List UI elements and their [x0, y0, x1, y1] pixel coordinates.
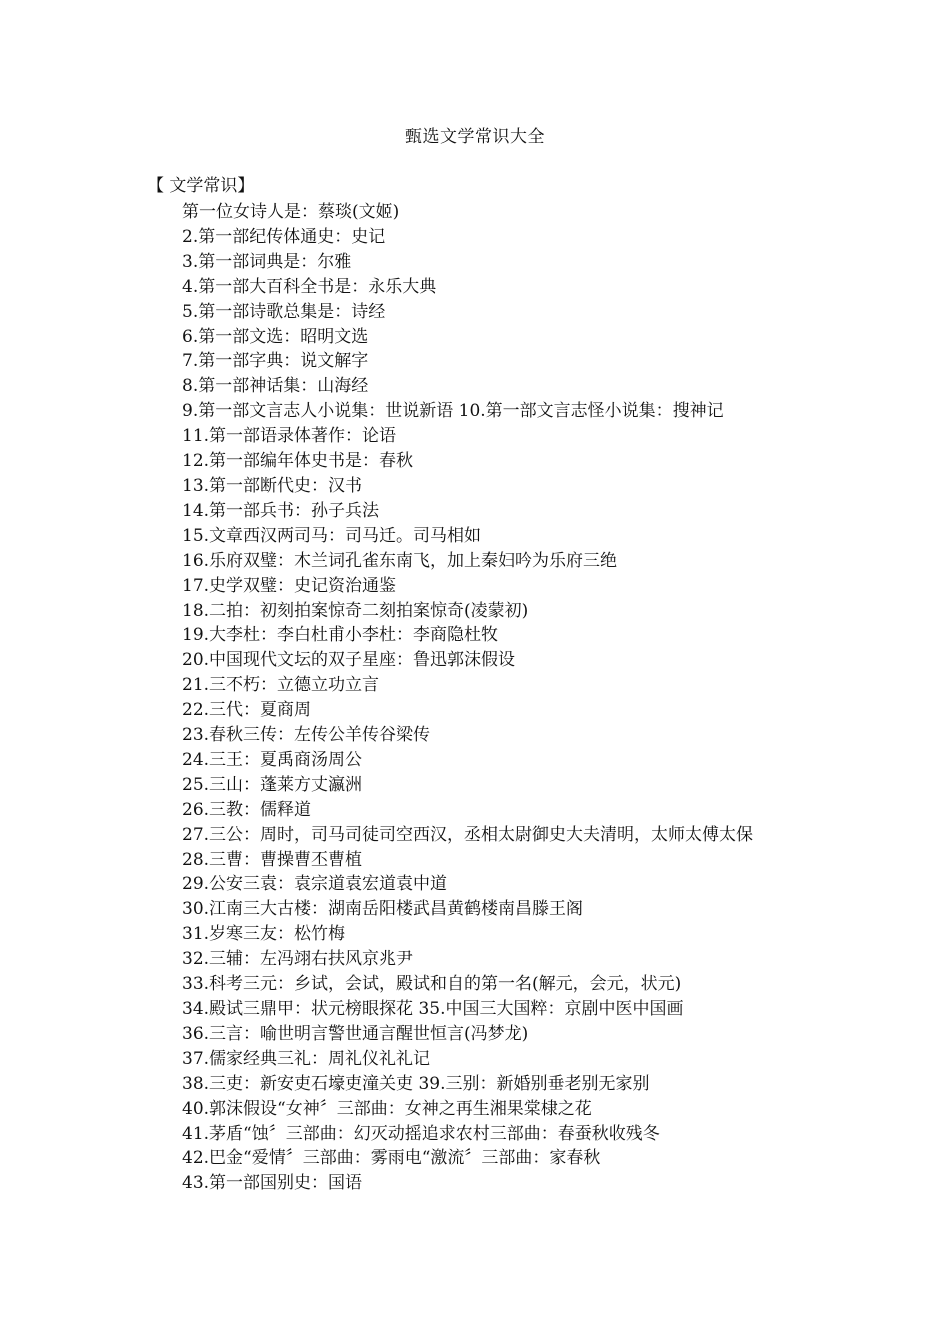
list-item: 32.三辅：左冯翊右扶风京兆尹 — [182, 949, 414, 970]
list-item: 37.儒家经典三礼：周礼仪礼礼记 — [182, 1048, 431, 1069]
list-item: 27.三公：周时，司马司徒司空西汉，丞相太尉御史大夫清明，太师太傅太保 — [182, 824, 754, 845]
list-item: 11.第一部语录体著作：论语 — [182, 426, 397, 447]
list-item: 25.三山：蓬莱方丈瀛洲 — [182, 774, 363, 795]
list-item: 15.文章西汉两司马：司马迁。司马相如 — [182, 525, 482, 546]
list-item: 30.江南三大古楼：湖南岳阳楼武昌黄鹤楼南昌滕王阁 — [182, 899, 584, 920]
list-item: 42.巴金“爱情〞三部曲：雾雨电“激流〞三部曲：家春秋 — [182, 1148, 601, 1169]
list-item: 31.岁寒三友：松竹梅 — [182, 924, 346, 945]
list-item: 8.第一部神话集：山海经 — [182, 376, 369, 397]
list-item: 40.郭沫假设“女神〞三部曲：女神之再生湘果棠棣之花 — [182, 1098, 592, 1119]
list-item: 4.第一部大百科全书是：永乐大典 — [182, 276, 437, 297]
list-item: 24.三王：夏禹商汤周公 — [182, 749, 363, 770]
list-item: 18.二拍：初刻拍案惊奇二刻拍案惊奇(凌蒙初) — [182, 600, 529, 621]
list-item: 21.三不朽：立德立功立言 — [182, 675, 380, 696]
list-item: 38.三吏：新安吏石壕吏潼关吏 39.三别：新婚别垂老别无家别 — [182, 1073, 650, 1094]
list-item: 36.三言：喻世明言警世通言醒世恒言(冯梦龙) — [182, 1023, 529, 1044]
list-item: 22.三代：夏商周 — [182, 700, 312, 721]
list-item: 17.史学双璧：史记资治通鉴 — [182, 575, 397, 596]
list-item: 19.大李杜：李白杜甫小李杜：李商隐杜牧 — [182, 625, 499, 646]
list-item: 28.三曹：曹操曹丕曹植 — [182, 849, 363, 870]
list-item: 13.第一部断代史：汉书 — [182, 475, 363, 496]
list-item: 20.中国现代文坛的双子星座：鲁迅郭沫假设 — [182, 650, 516, 671]
list-item: 3.第一部词典是：尔雅 — [182, 251, 352, 272]
list-item: 29.公安三袁：袁宗道袁宏道袁中道 — [182, 874, 448, 895]
list-item: 23.春秋三传：左传公羊传谷梁传 — [182, 725, 431, 746]
list-item: 2.第一部纪传体通史：史记 — [182, 226, 386, 247]
literature-facts-list — [147, 200, 807, 1196]
list-item: 7.第一部字典：说文解字 — [182, 351, 369, 372]
list-item: 14.第一部兵书：孙子兵法 — [182, 500, 380, 521]
list-item: 第一位女诗人是：蔡琰(文姬) — [182, 202, 400, 222]
list-item: 34.殿试三鼎甲：状元榜眼探花 35.中国三大国粹：京剧中医中国画 — [182, 999, 684, 1019]
list-item: 26.三教：儒释道 — [182, 799, 312, 820]
list-item: 33.科考三元：乡试，会试，殿试和自的第一名(解元，会元，状元) — [182, 974, 682, 995]
document-title: 甄选文学常识大全 — [405, 127, 545, 147]
list-item: 5.第一部诗歌总集是：诗经 — [182, 301, 386, 322]
list-item: 41.茅盾“蚀〞三部曲：幻灭动摇追求农村三部曲：春蚕秋收残冬 — [182, 1123, 660, 1144]
list-item: 6.第一部文选：昭明文选 — [182, 326, 369, 347]
list-item: 16.乐府双璧：木兰词孔雀东南飞，加上秦妇吟为乐府三绝 — [182, 550, 618, 571]
list-item: 43.第一部国别史：国语 — [182, 1173, 363, 1194]
section-heading: 【 文学常识】 — [147, 176, 255, 196]
list-item: 9.第一部文言志人小说集：世说新语 10.第一部文言志怪小说集：搜神记 — [182, 401, 724, 422]
list-item: 12.第一部编年体史书是：春秋 — [182, 451, 414, 472]
